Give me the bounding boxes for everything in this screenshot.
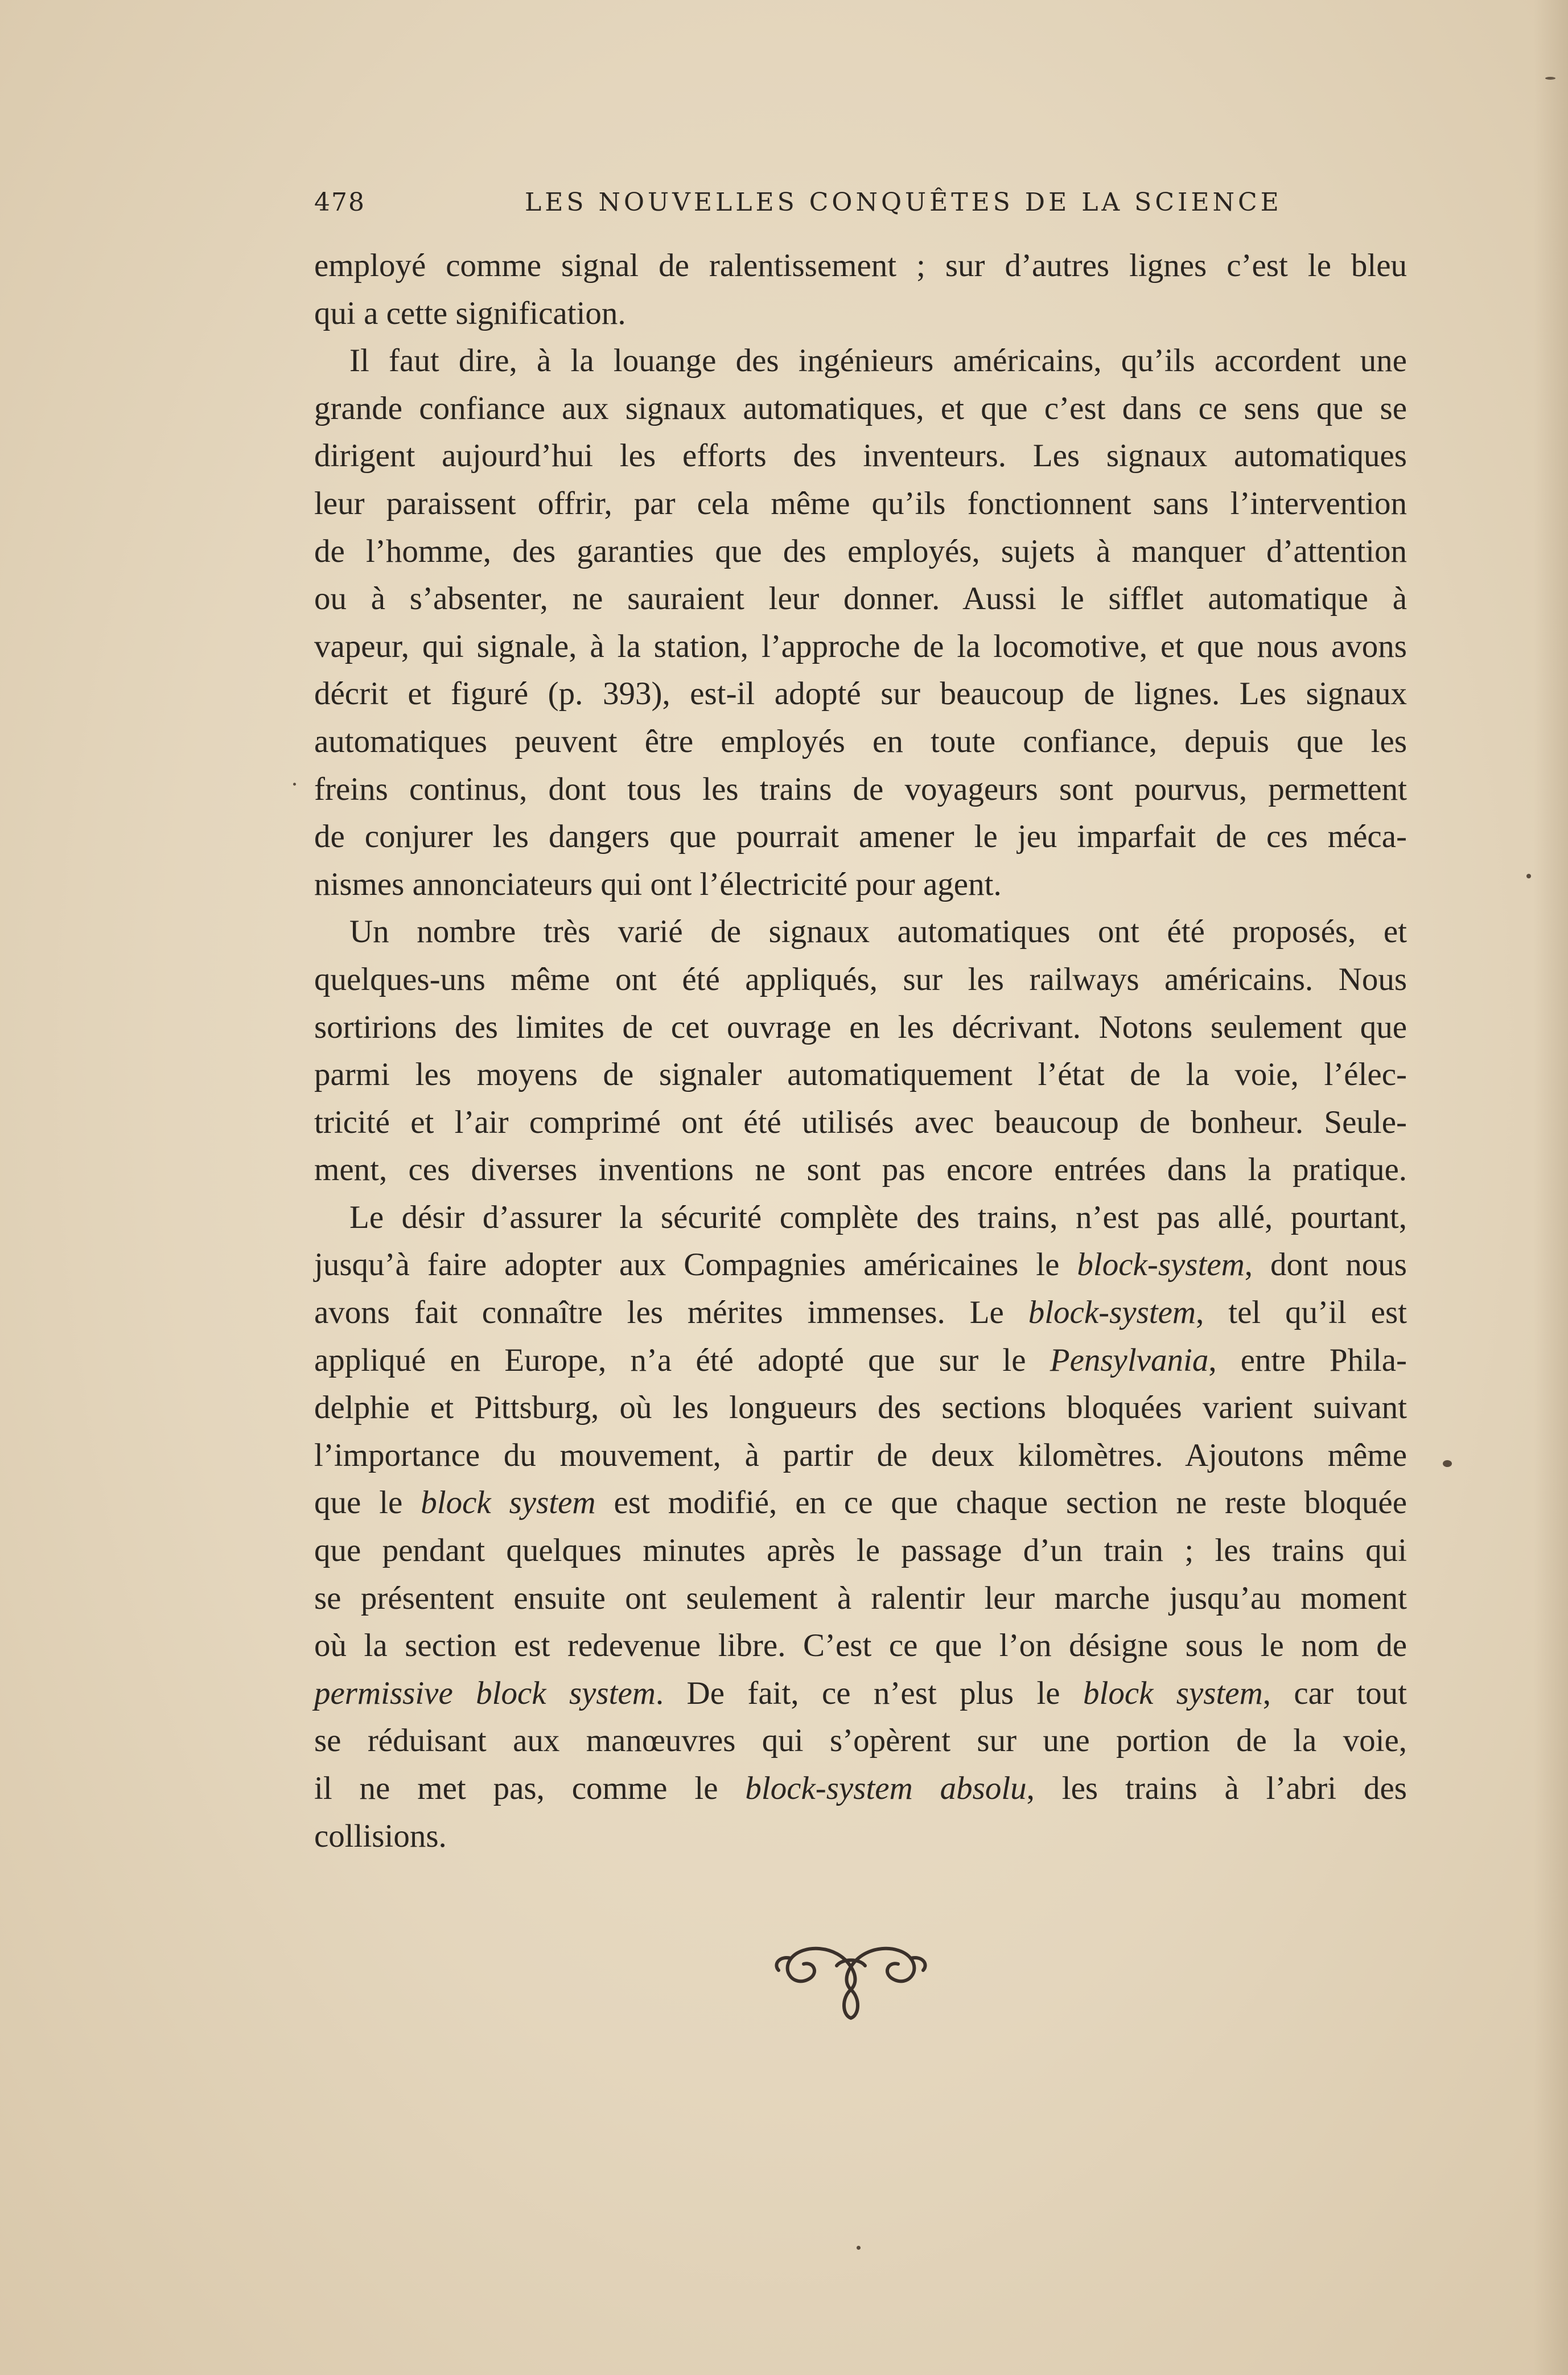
text-line: delphie et Pittsburg, où les longueurs des sections bloquées varient suivant: [314, 1390, 1407, 1426]
text-line: quelques-uns même ont été appliqués, sur les railways américains. Nous: [314, 961, 1407, 997]
text-line: qui a cette signification.: [314, 295, 626, 331]
text-line: tricité et l’air comprimé ont été utilisés avec beaucoup de bonheur. Seule-: [314, 1104, 1407, 1140]
paper-speck: [1526, 874, 1531, 878]
text-line: sortirions des limites de cet ouvrage en les décrivant. Notons seulement que: [314, 1009, 1407, 1045]
text-line: appliqué en Europe, n’a été adopté que sur le Pensylvania, entre Phila-: [314, 1342, 1407, 1378]
running-title: LES NOUVELLES CONQUÊTES DE LA SCIENCE: [525, 188, 1282, 217]
text-line: freins continus, dont tous les trains de voyageurs sont pourvus, permettent: [314, 771, 1407, 807]
text-line: se présentent ensuite ont seulement à ralentir leur marche jusqu’au moment: [314, 1580, 1407, 1616]
text-line: où la section est redevenue libre. C’est ce que l’on désigne sous le nom de: [314, 1628, 1407, 1664]
text-line: de l’homme, des garanties que des employés, sujets à manquer d’attention: [314, 533, 1407, 569]
text-line: que pendant quelques minutes après le passage d’un train ; les trains qui: [314, 1532, 1407, 1569]
text-line: grande confiance aux signaux automatiques, et que c’est dans ce sens que se: [314, 390, 1407, 426]
text-line: décrit et figuré (p. 393), est-il adopté sur beaucoup de lignes. Les signaux: [314, 676, 1407, 712]
paper-speck: [1545, 77, 1555, 80]
body-text: [314, 242, 1407, 1860]
paper-speck: [293, 783, 296, 786]
text-line: que le block system est modifié, en ce que chaque section ne reste bloquée: [314, 1485, 1408, 1521]
text-line: automatiques peuvent être employés en toute confiance, depuis que les: [314, 723, 1407, 759]
text-line: de conjurer les dangers que pourrait amener le jeu imparfait de ces méca-: [314, 819, 1407, 855]
text-line: se réduisant aux manœuvres qui s’opèrent sur une portion de la voie,: [314, 1723, 1407, 1759]
text-line: jusqu’à faire adopter aux Compagnies américaines le block-system, dont nous: [314, 1247, 1407, 1283]
text-line: Un nombre très varié de signaux automatiques ont été proposés, et: [349, 914, 1407, 950]
text-line: leur paraissent offrir, par cela même qu’ils fonctionnent sans l’intervention: [314, 485, 1407, 521]
paper-speck: [1443, 1460, 1452, 1467]
text-line: l’importance du mouvement, à partir de deux kilomètres. Ajoutons même: [314, 1437, 1407, 1473]
text-line: ment, ces diverses inventions ne sont pas encore entrées dans la pratique.: [314, 1152, 1407, 1188]
page-header: [314, 188, 1407, 222]
text-line: dirigent aujourd’hui les efforts des inventeurs. Les signaux automatiques: [314, 438, 1407, 474]
paper-speck: [857, 2246, 861, 2250]
text-line: collisions.: [314, 1818, 447, 1854]
text-line: parmi les moyens de signaler automatiquement l’état de la voie, l’élec-: [314, 1057, 1407, 1093]
text-line: permissive block system. De fait, ce n’est plus le block system, car tout: [314, 1675, 1408, 1711]
text-line: avons fait connaître les mérites immenses. Le block-system, tel qu’il est: [314, 1295, 1407, 1331]
text-line: nismes annonciateurs qui ont l’électricité pour agent.: [314, 866, 1002, 902]
ornament-icon: [768, 1933, 933, 2024]
text-line: Le désir d’assurer la sécurité complète des trains, n’est pas allé, pourtant,: [349, 1199, 1407, 1235]
text-line: ou à s’absenter, ne sauraient leur donner. Aussi le sifflet automatique à: [314, 581, 1407, 617]
page-number: 478: [314, 188, 365, 217]
text-line: il ne met pas, comme le block-system absolu, les trains à l’abri des: [314, 1770, 1407, 1806]
text-line: vapeur, qui signale, à la station, l’approche de la locomotive, et que nous avons: [314, 628, 1407, 664]
text-line: Il faut dire, à la louange des ingénieurs américains, qu’ils accordent une: [349, 343, 1407, 379]
text-line: employé comme signal de ralentissement ; sur d’autres lignes c’est le bleu: [314, 248, 1407, 283]
